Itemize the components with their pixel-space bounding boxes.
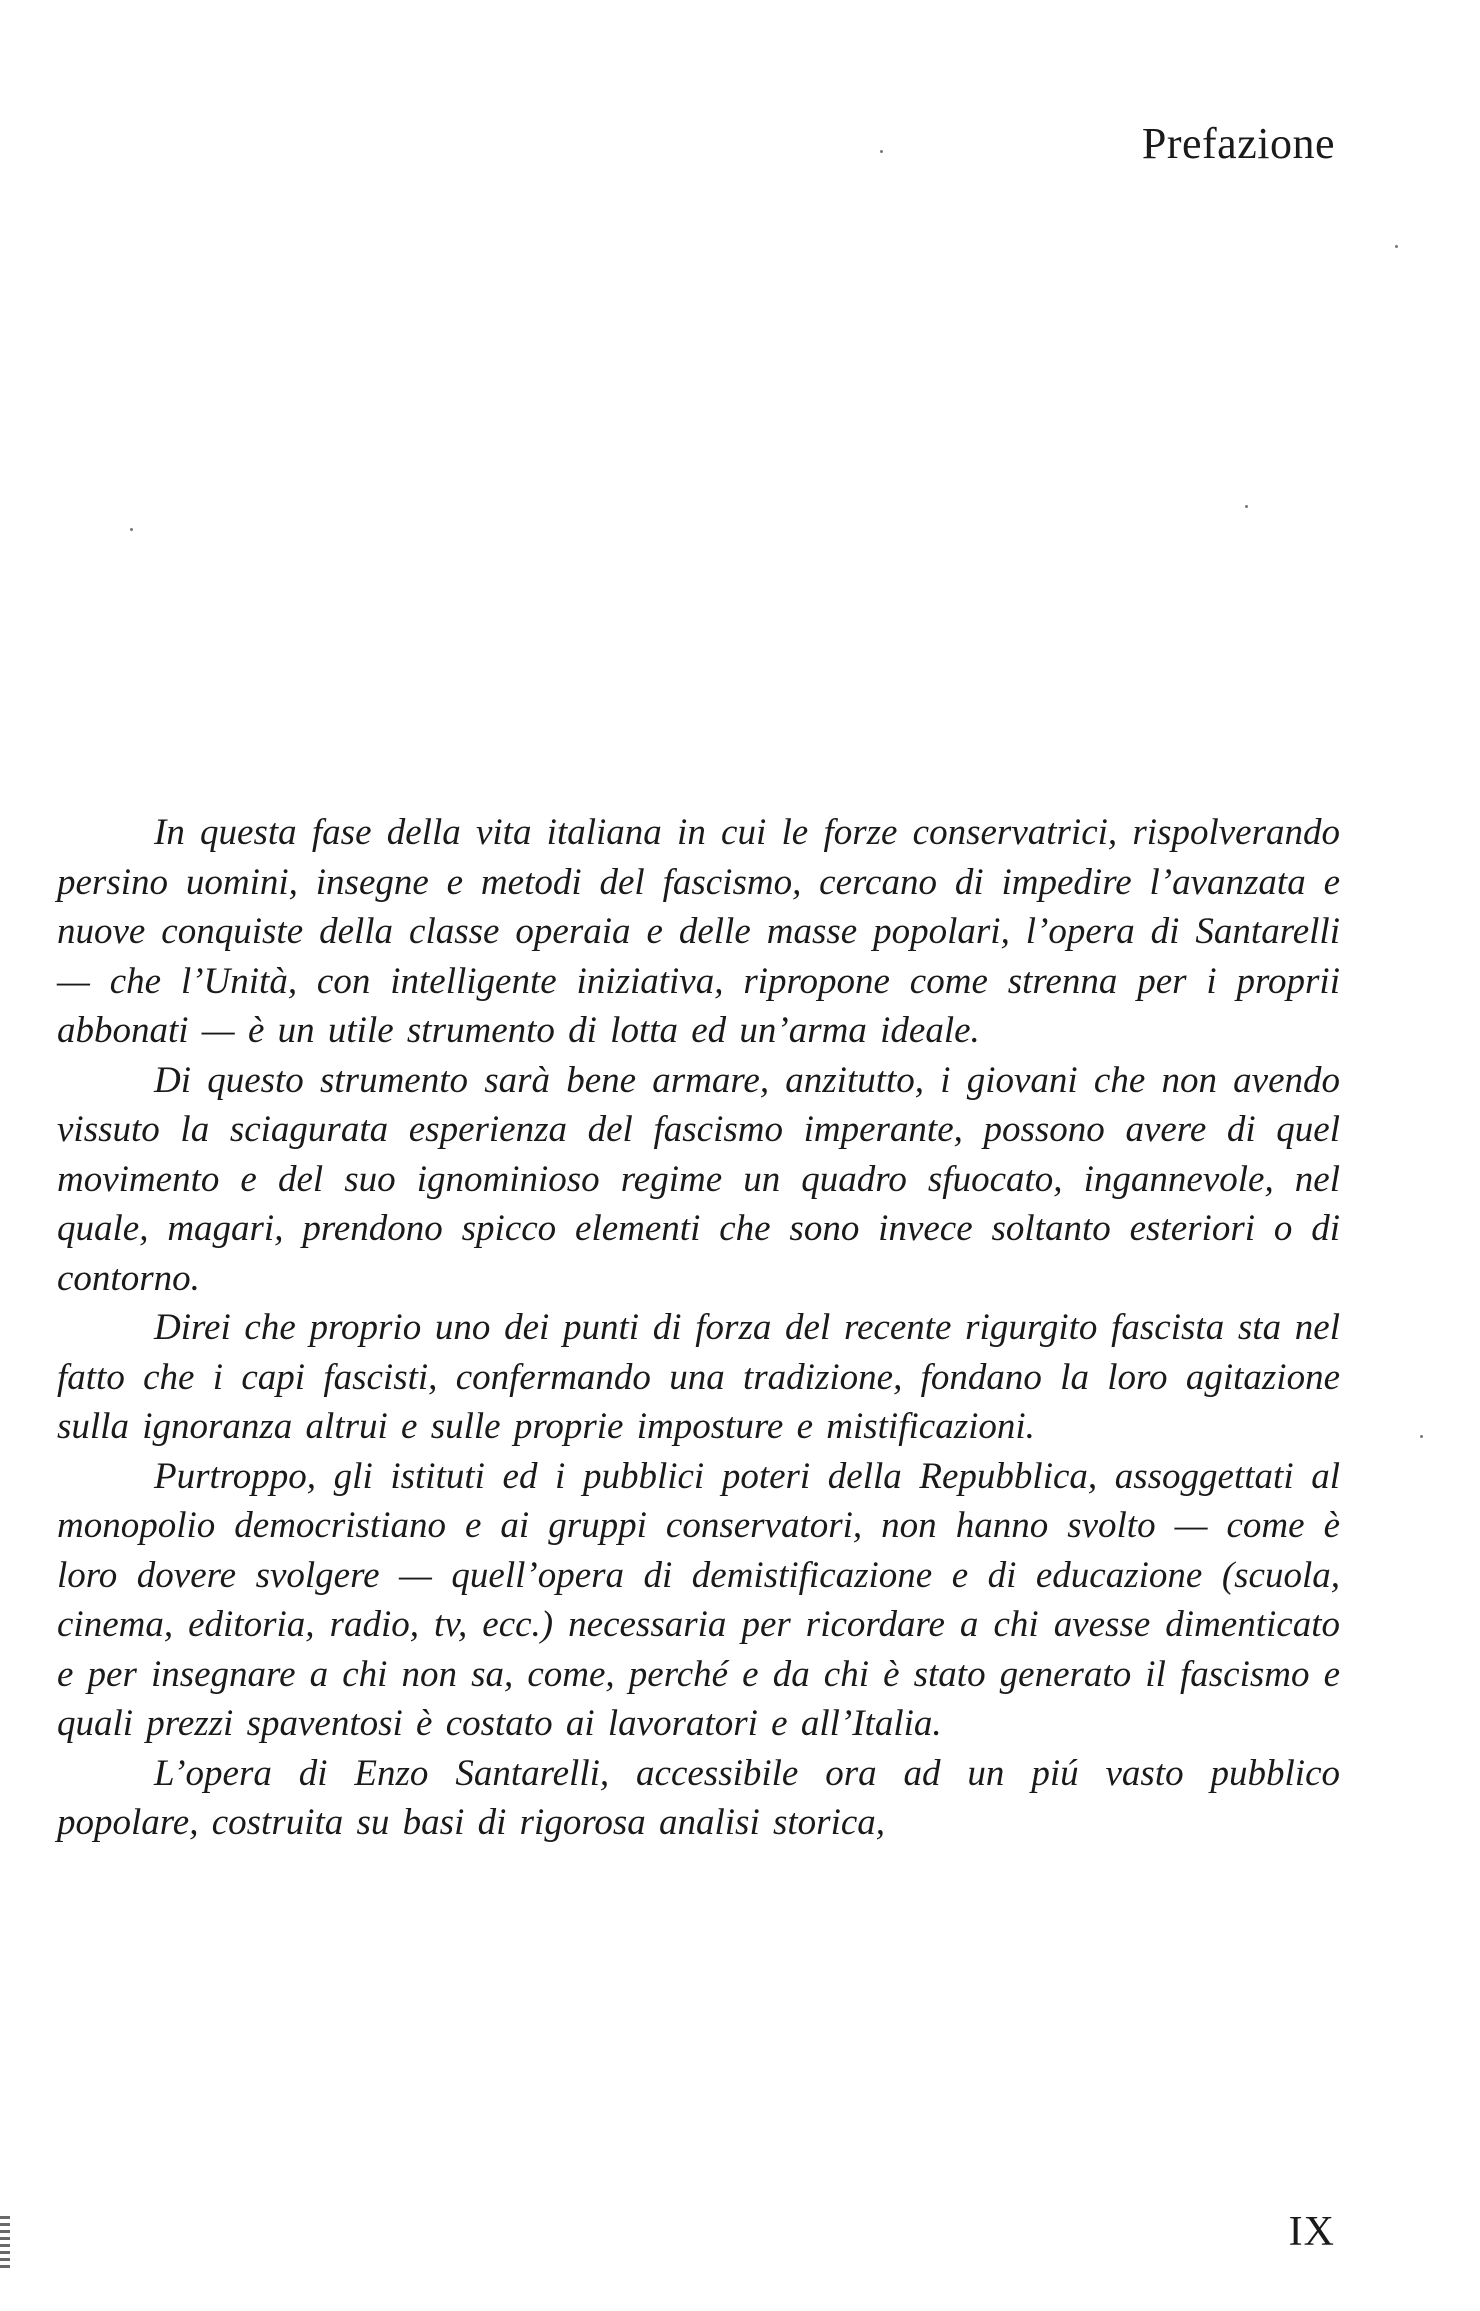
paper-speck	[130, 528, 133, 531]
paper-speck	[1245, 505, 1248, 508]
paragraph-3: Direi che proprio uno dei punti di forza del recente rigurgito fascista sta nel fatto che i capi fascisti, confermando una tradizione, fondano la loro agitazione sulla ignoranza altrui e sulle proprie imposture e mistificazioni.	[57, 1307, 1340, 1447]
paper-speck	[1395, 245, 1398, 248]
paragraph-5: L’opera di Enzo Santarelli, accessibile ora ad un piú vasto pubblico popolare, costruita su basi di rigorosa analisi storica,	[57, 1752, 1340, 1843]
paragraph-2: Di questo strumento sarà bene armare, anzitutto, i giovani che non avendo vissuto la sciagurata esperienza del fascismo imperante, possono avere di quel movimento e del suo ignominioso regime un quadro sfuocato, ingannevole, nel quale, magari, prendono spicco elementi che sono invece soltanto esteriori o di contorno.	[57, 1059, 1340, 1299]
paper-speck	[1420, 1435, 1423, 1438]
paragraph-1: In questa fase della vita italiana in cui le forze conservatrici, rispolverando persino uomini, insegne e metodi del fascismo, cercano di impedire l’avanzata e nuove conquiste della classe operaia e delle masse popolari, l’opera di Santarelli — che l’Unità, con intelligente iniziativa, ripropone come strenna per i proprii abbonati — è un utile strumento di lotta ed un’arma ideale.	[57, 812, 1340, 1051]
scan-edge-mark	[0, 2216, 10, 2271]
page-number: IX	[1288, 2209, 1335, 2255]
preface-body	[57, 808, 1340, 1848]
running-head-title: Prefazione	[1141, 119, 1335, 168]
paper-speck	[880, 150, 883, 153]
paragraph-4: Purtroppo, gli istituti ed i pubblici poteri della Repubblica, assoggettati al monopolio democristiano e ai gruppi conservatori, non hanno svolto — come è loro dovere svolgere — quell’opera di demistificazione e di educazione (scuola, cinema, editoria, radio, tv, ecc.) necessaria per ricordare a chi avesse dimenticato e per insegnare a chi non sa, come, perché e da chi è stato generato il fascismo e quali prezzi spaventosi è costato ai lavoratori e all’Italia.	[57, 1455, 1340, 1744]
